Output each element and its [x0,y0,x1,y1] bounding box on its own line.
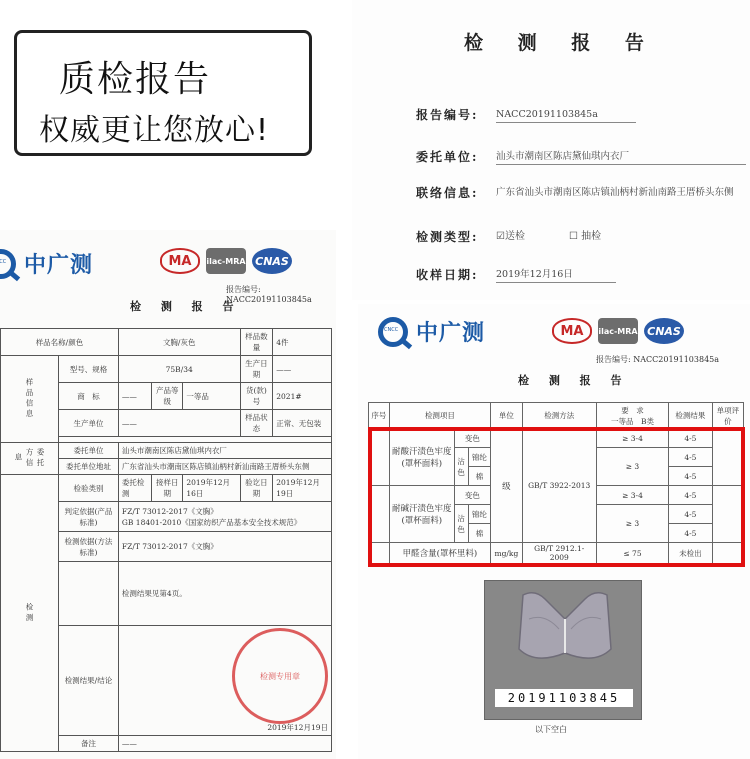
cell-label: 样品状态 [240,410,273,437]
bra-image-icon [515,589,615,669]
sub-item: 沾色 [454,448,468,486]
option-sent[interactable] [496,229,525,245]
result-cell: 4-5 [669,448,712,467]
headline-card [14,30,312,156]
unit-cell: mg/kg [491,543,523,564]
report-head: 检 测 报 告 [130,300,242,313]
cell-value: —— [118,383,151,410]
result-cell: 4-5 [669,429,712,448]
inspection-stamp [232,628,328,724]
req-b: B类 [640,416,654,426]
cell-label: 委托单位 [59,443,119,459]
cell-label: 生产日期 [240,356,273,383]
cell-label: 接样日期 [152,475,183,502]
cell-label: 样品名称/颜色 [1,329,119,356]
logo [0,248,93,279]
headline-title: 质检报告 [59,59,212,100]
col-header: 序号 [369,403,390,429]
cell-value: —— [118,410,240,437]
test-item: 甲醛含量(罩杯里料) [389,543,490,564]
req-cell: ≥ 3 [596,448,668,486]
test-item: 耐碱汗渍色牢度(罩杯面料) [389,486,454,543]
cell-label: 样品数量 [240,329,273,356]
cell-value: 一等品 [183,383,240,410]
cert-marks [160,248,292,274]
cell-value: 正常、无包装 [273,410,332,437]
cover-label: 联络信息: [416,186,479,200]
result-cell: 4-5 [669,524,712,543]
headline-subtitle: 权威更让您放心! [39,113,270,148]
report-head: 检 测 报 告 [518,374,630,387]
basis-line: GB 18401-2010《国家纺织产品基本安全技术规范》 [121,517,302,527]
cell-value: 2019年12月16日 [183,475,240,502]
cert-marks [552,318,684,344]
fiber-cell: 锦纶 [468,448,491,467]
logo-ring-icon [0,249,16,279]
cover-row-type [416,228,746,245]
col-header: 单项评价 [712,403,743,429]
sample-tag: 20191103845 [495,689,633,707]
cell-label: 检测依据(方法标准) [59,532,119,562]
left-report-page [0,230,336,759]
cell-group-label: 检测 [1,475,59,752]
report-no-label: 报告编号: [226,285,261,294]
result-cell: 未检出 [669,543,712,564]
cma-mark-icon: MA [552,318,592,344]
fiber-cell: 棉 [468,524,491,543]
cover-value: 汕头市潮南区陈店黛仙琪内衣厂 [496,148,746,165]
below-blank: 以下空白 [535,725,567,734]
logo-name: 中广测 [416,321,486,346]
cell-value: FZ/T 73012-2017《文胸》 [118,532,331,562]
cell-value: 文胸/灰色 [118,329,240,356]
cell-label: 型号、规格 [59,356,119,383]
result-cell: 4-5 [669,505,712,524]
method-cell: GB/T 2912.1-2009 [522,543,596,564]
cell-value: 广东省汕头市潮南区陈店镇汕柄村新汕南路王厝桥头东侧 [118,459,331,475]
cell-label: 商 标 [59,383,119,410]
cell-group-label: 委托方信息 [1,443,59,475]
cover-row-report-no [416,106,636,123]
cell-label: 检测结果/结论 [59,626,119,736]
fiber-cell: 棉 [468,467,491,486]
logo-ring-icon [378,317,408,347]
cell-value: 2021# [273,383,332,410]
cell-value: —— [118,736,331,752]
cell-label: 判定依据(产品标准) [59,502,119,532]
cover-row-date [416,266,616,283]
result-cell: 4-5 [669,467,712,486]
cover-label: 收样日期: [416,268,479,282]
report-no [596,354,719,365]
cma-mark-icon: MA [160,248,200,274]
sub-item: 沾色 [454,505,468,543]
cell-label: 委托单位地址 [59,459,119,475]
cell-label: 备注 [59,736,119,752]
req-a: 一等品 [610,416,634,426]
col-header: 检测项目 [389,403,490,429]
cell-label: 货(款)号 [240,383,273,410]
basis-line: FZ/T 73012-2017《文胸》 [121,506,218,516]
logo-name: 中广测 [24,253,94,278]
stamp-edge-mark [732,150,748,240]
col-header [596,403,668,429]
report-cover [352,0,750,300]
req-header: 要 求 [621,405,644,415]
req-cell: ≥ 3-4 [596,486,668,505]
cell-value: 汕头市潮南区陈店黛仙琪内衣厂 [118,443,331,459]
cell-value: —— [273,356,332,383]
col-header: 单位 [491,403,523,429]
fiber-cell: 锦纶 [468,505,491,524]
cell-label: 验讫日期 [240,475,273,502]
option-label: 抽检 [581,231,602,242]
test-item: 耐酸汗渍色牢度(罩杯面料) [389,429,454,486]
report-no [226,284,336,304]
cell-value: 检测结果见第4页。 [118,562,331,626]
unit-cell: 级 [491,429,523,543]
report-no-value: NACC20191103845a [633,355,720,364]
option-sampled[interactable] [569,229,601,245]
cell-label: 生产单位 [59,410,119,437]
ilac-mark-icon: ilac-MRA [206,248,246,274]
req-cell: ≥ 3-4 [596,429,668,448]
cell-label: 检验类别 [59,475,119,502]
method-cell: GB/T 3922-2013 [522,429,596,543]
checkbox-empty-icon: ☐ [568,231,582,242]
cell-value [118,502,331,532]
cnas-mark-icon: CNAS [252,248,292,274]
stamp-date: 2019年12月19日 [267,723,328,732]
cell-group-label: 样品信息 [1,356,59,443]
cell-label: 产品等级 [152,383,183,410]
ilac-mark-icon: ilac-MRA [598,318,638,344]
cover-row-client [416,148,746,165]
sub-item: 变色 [454,429,490,448]
cell-value: 4件 [273,329,332,356]
cover-row-contact [416,184,736,201]
cover-title: 检 测 报 告 [464,32,658,54]
cover-value: 广东省汕头市潮南区陈店镇汕柄村新汕南路王厝桥头东侧 [496,187,734,198]
cover-label: 检测类型: [416,230,479,244]
sample-photo [484,580,642,720]
result-cell: 4-5 [669,486,712,505]
col-header: 检测方法 [522,403,596,429]
req-cell: ≤ 75 [596,543,668,564]
cover-label: 报告编号: [416,108,479,122]
stamp-text: 检测专用章 [260,671,300,681]
cover-value: 2019年12月16日 [496,266,616,283]
option-label: 送检 [504,231,525,242]
cell-value: 75B/34 [118,356,240,383]
report-no-label: 报告编号: [596,355,631,364]
highlight-frame [368,427,745,567]
cell-value: 2019年12月19日 [273,475,332,502]
col-header: 检测结果 [669,403,712,429]
cell-value: 委托检测 [118,475,151,502]
cover-value: NACC20191103845a [496,106,636,123]
req-cell: ≥ 3 [596,505,668,543]
logo [378,316,485,347]
cover-label: 委托单位: [416,150,479,164]
report-no-value: NACC20191103845a [226,295,312,304]
cover-type-options [496,228,746,245]
cnas-mark-icon: CNAS [644,318,684,344]
checkbox-checked-icon: ☑ [496,231,505,242]
sub-item: 变色 [454,486,490,505]
